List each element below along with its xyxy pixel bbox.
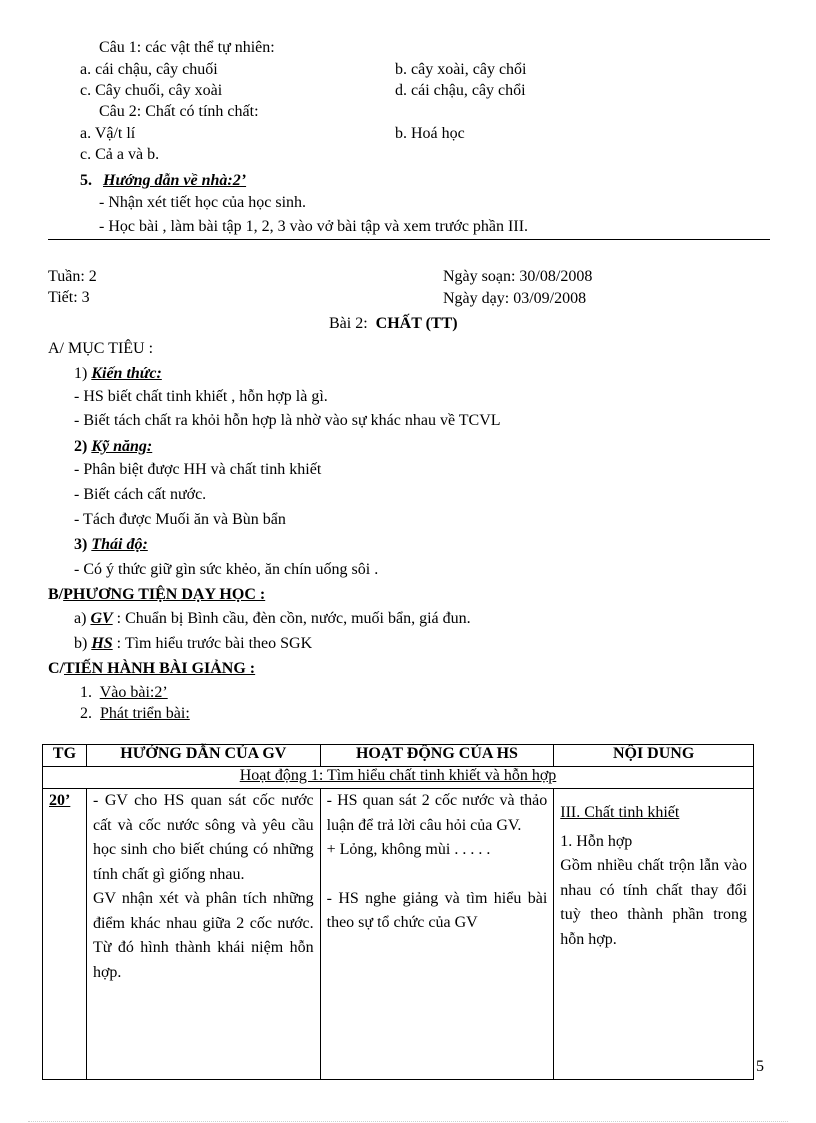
procedure-step-1	[80, 683, 168, 703]
week-label: Tuần: 2	[48, 268, 97, 285]
table-header-row	[43, 745, 754, 767]
table-row	[43, 789, 754, 1080]
gv-paragraph-2: GV nhận xét và phân tích những điểm khác nhau giữa 2 cốc nước. Từ đó hình thành khái niệm hỗn hợp.	[92, 890, 314, 981]
hs-cell	[320, 789, 554, 1080]
homework-number: 5.	[80, 172, 92, 189]
teach-date: Ngày dạy: 03/09/2008	[443, 290, 587, 307]
lesson-name: CHẤT (TT)	[375, 315, 458, 332]
hs-paragraph-3: - HS nghe giảng và tìm hiểu bài theo sự tổ chức của GV	[326, 889, 548, 931]
activity-title	[43, 767, 754, 789]
header-content: NỘI DUNG	[554, 745, 754, 767]
content-heading: III. Chất tinh khiết	[560, 804, 680, 821]
header-tg: TG	[43, 745, 87, 767]
quiz-q1-option-a: a. cái chậu, cây chuối	[80, 61, 218, 78]
knowledge-title: Kiến thức:	[91, 365, 162, 382]
lesson-title	[329, 314, 458, 334]
quiz-q1-option-b: b. cây xoài, cây chổi	[395, 61, 527, 78]
means-heading	[48, 585, 265, 605]
quiz-q2-option-b: b. Hoá học	[395, 125, 465, 142]
skills-item-1: - Phân biệt được HH và chất tinh khiết	[74, 461, 322, 478]
page-bottom-border	[28, 1121, 788, 1122]
attitude-heading	[74, 535, 148, 555]
objectives-heading: A/ MỤC TIÊU :	[48, 340, 154, 357]
means-hs-prefix: b)	[74, 635, 88, 652]
header-hs: HOẠT ĐỘNG CỦA HS	[320, 745, 554, 767]
step-2-num: 2.	[80, 705, 92, 722]
homework-line-1: - Nhận xét tiết học của học sinh.	[99, 194, 307, 211]
homework-title: Hướng dẫn về nhà:2’	[103, 172, 247, 189]
procedure-title: TIẾN HÀNH BÀI GIẢNG :	[64, 660, 256, 677]
means-prefix: B/	[48, 586, 64, 603]
gv-paragraph-1: - GV cho HS quan sát cốc nước cất và cốc nước sông và yêu cầu học sinh cho biết chúng có những tính chất gì giống nhau.	[92, 792, 314, 883]
homework-line-2: - Học bài , làm bài tập 1, 2, 3 vào vở bài tập và xem trước phần III.	[99, 218, 529, 235]
procedure-prefix: C/	[48, 660, 64, 677]
gv-cell	[86, 789, 320, 1080]
quiz-question-2: Câu 2: Chất có tính chất:	[99, 103, 259, 120]
quiz-q2-option-c: c. Cả a và b.	[80, 146, 160, 163]
activity-row	[43, 767, 754, 789]
content-cell	[554, 789, 754, 1080]
page-number: 5	[756, 1058, 764, 1075]
knowledge-item-2: - Biết tách chất ra khỏi hỗn hợp là nhờ vào sự khác nhau về TCVL	[74, 412, 501, 429]
knowledge-item-1: - HS biết chất tinh khiết , hỗn hợp là gì.	[74, 388, 328, 405]
hs-paragraph-1: - HS quan sát 2 cốc nước và thảo luận để trả lời câu hỏi của GV.	[326, 792, 548, 834]
header-gv: HƯỚNG DẪN CỦA GV	[86, 745, 320, 767]
means-hs	[74, 634, 312, 654]
step-1-num: 1.	[80, 684, 92, 701]
knowledge-heading	[74, 364, 162, 384]
means-title: PHƯƠNG TIỆN DẠY HỌC :	[63, 586, 266, 603]
means-gv-text: : Chuẩn bị Bình cầu, đèn cồn, nước, muối bẩn, giá đun.	[112, 610, 471, 627]
skills-heading	[74, 437, 152, 457]
prep-date: Ngày soạn: 30/08/2008	[443, 268, 593, 285]
quiz-q1-option-d: d. cái chậu, cây chổi	[395, 82, 526, 99]
means-gv	[74, 609, 471, 629]
section-divider	[48, 239, 770, 240]
skills-item-3: - Tách được Muối ăn và Bùn bẩn	[74, 511, 286, 528]
quiz-q1-option-c: c. Cây chuối, cây xoài	[80, 82, 223, 99]
step-2-text: Phát triển bài:	[100, 705, 190, 722]
skills-item-2: - Biết cách cất nước.	[74, 486, 207, 503]
means-hs-label: HS	[91, 635, 113, 652]
skills-num: 2)	[74, 438, 88, 455]
period-label: Tiết: 3	[48, 289, 90, 306]
means-gv-label: GV	[90, 610, 113, 627]
quiz-q2-option-a: a. Vậ/t lí	[80, 125, 136, 142]
activity-title-text: Hoạt động 1: Tìm hiểu chất tinh khiết và hỗn hợp	[239, 767, 557, 784]
lesson-table	[42, 744, 754, 1080]
time-value: 20’	[49, 792, 71, 809]
attitude-num: 3)	[74, 536, 88, 553]
attitude-title: Thái độ:	[91, 536, 148, 553]
quiz-question-1: Câu 1: các vật thể tự nhiên:	[99, 39, 275, 56]
time-cell	[43, 789, 87, 1080]
hs-paragraph-2: + Lỏng, không mùi . . . . .	[326, 841, 491, 858]
means-hs-text: : Tìm hiểu trước bài theo SGK	[112, 635, 313, 652]
step-1-text: Vào bài:2’	[99, 684, 168, 701]
content-text: Gồm nhiều chất trộn lẫn vào nhau có tính chất thay đổi tuỳ theo thành phần trong hỗn hợp.	[560, 857, 747, 948]
lesson-prefix: Bài 2:	[329, 315, 368, 332]
content-sub: 1. Hỗn hợp	[560, 832, 633, 850]
means-gv-prefix: a)	[74, 610, 87, 627]
procedure-heading	[48, 659, 255, 679]
knowledge-num: 1)	[74, 365, 88, 382]
skills-title: Kỹ năng:	[91, 438, 153, 455]
attitude-item-1: - Có ý thức giữ gìn sức khẻo, ăn chín uống sôi .	[74, 561, 379, 578]
procedure-step-2	[80, 704, 190, 724]
